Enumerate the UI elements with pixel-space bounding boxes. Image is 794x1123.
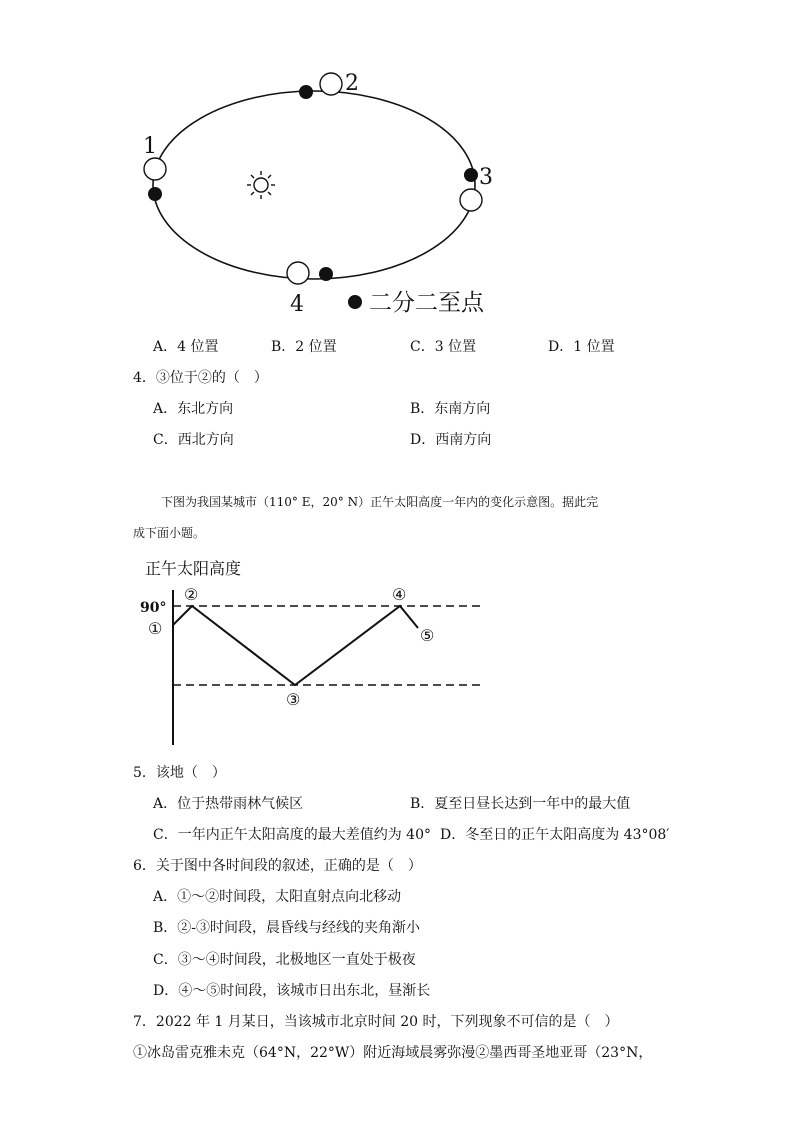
- q7-stem: 7．2022 年 1 月某日，当该城市北京时间 20 时，下列现象不可信的是（ ）: [133, 1014, 619, 1030]
- q3-option-c[interactable]: C．3 位置: [410, 339, 477, 355]
- orbit-label-3: 3: [479, 165, 493, 190]
- point-5: ⑤: [420, 626, 435, 645]
- q6-option-c[interactable]: C．③～④时间段，北极地区一直处于极夜: [153, 952, 416, 968]
- orbit-label-4: 4: [290, 292, 304, 317]
- q5-option-c[interactable]: C．一年内正午太阳高度的最大差值约为 40°: [153, 827, 431, 843]
- q6-option-d[interactable]: D．④～⑤时间段，该城市日出东北，昼渐长: [153, 983, 431, 999]
- point-2: ②: [184, 585, 199, 604]
- point-4: ④: [392, 585, 407, 604]
- sun-altitude-chart: [0, 550, 794, 755]
- orbit-label-2: 2: [345, 71, 359, 96]
- q4-option-c[interactable]: C．西北方向: [153, 432, 234, 448]
- q5-option-b[interactable]: B．夏至日昼长达到一年中的最大值: [410, 796, 631, 812]
- solstice-equinox-point: [464, 168, 478, 182]
- q7-line-2: ①冰岛雷克雅未克（64°N，22°W）附近海域晨雾弥漫②墨西哥圣地亚哥（23°N，: [133, 1045, 653, 1061]
- earth-position-2: [320, 73, 342, 95]
- q5-option-d[interactable]: D．冬至日的正午太阳高度为 43°08′: [440, 827, 670, 843]
- altitude-curve: [173, 606, 418, 685]
- orbit-label-1: 1: [143, 134, 157, 159]
- q4-stem: 4．③位于②的（ ）: [133, 370, 268, 386]
- q3-option-b[interactable]: B．2 位置: [271, 339, 337, 355]
- q6-option-a[interactable]: A．①～②时间段，太阳直射点向北移动: [153, 889, 402, 905]
- q4-option-d[interactable]: D．西南方向: [410, 432, 492, 448]
- passage-line-2: 成下面小题。: [133, 526, 206, 540]
- earth-position-1: [144, 158, 166, 180]
- solstice-equinox-point: [148, 187, 162, 201]
- legend-dot-icon: [348, 295, 362, 309]
- orbit-legend: 二分二至点: [369, 290, 484, 316]
- q6-option-b[interactable]: B．②-③时间段，晨昏线与经线的夹角渐小: [153, 920, 421, 936]
- q3-option-a[interactable]: A．4 位置: [153, 339, 219, 355]
- solstice-equinox-point: [319, 267, 333, 281]
- chart-title: 正午太阳高度: [145, 559, 242, 578]
- q4-option-a[interactable]: A．东北方向: [153, 401, 234, 417]
- point-1: ①: [148, 619, 163, 638]
- sun-icon: [247, 171, 275, 199]
- q3-option-d[interactable]: D．1 位置: [548, 339, 615, 355]
- passage-line-1: 下图为我国某城市（110° E，20° N）正午太阳高度一年内的变化示意图。据此完: [161, 495, 599, 509]
- q5-stem: 5．该地（ ）: [133, 765, 226, 781]
- q5-option-a[interactable]: A．位于热带雨林气候区: [153, 796, 304, 812]
- orbit-diagram: [0, 0, 794, 330]
- point-3: ③: [286, 690, 301, 709]
- solstice-equinox-point: [299, 85, 313, 99]
- orbit-ellipse: [153, 91, 475, 279]
- y-label-90: 90°: [140, 600, 167, 616]
- earth-position-3: [460, 189, 482, 211]
- earth-position-4: [287, 262, 309, 284]
- q6-stem: 6．关于图中各时间段的叙述，正确的是（ ）: [133, 858, 422, 874]
- q4-option-b[interactable]: B．东南方向: [410, 401, 491, 417]
